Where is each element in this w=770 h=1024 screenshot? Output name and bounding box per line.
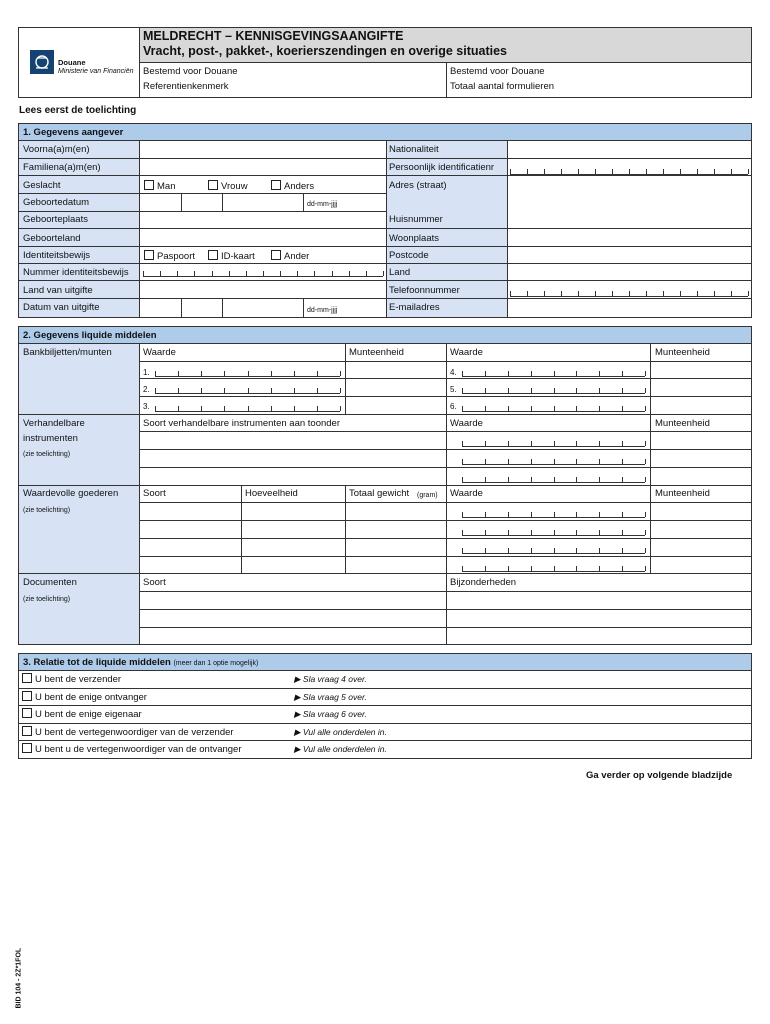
row-line [18, 228, 386, 229]
row-line [386, 263, 752, 264]
logo-line2: Ministerie van Financiën [58, 68, 134, 75]
section1-box [18, 123, 752, 318]
date-divider [222, 193, 223, 211]
label-email: E-mailadres [389, 302, 440, 313]
goods-value-field[interactable] [462, 547, 645, 554]
checkbox-relatie-4[interactable] [22, 726, 32, 736]
section3-title-note: (meer dan 1 optie mogelijk) [173, 660, 259, 667]
row-line [18, 573, 752, 574]
relatie-label-4: U bent de vertegenwoordiger van de verzender [35, 727, 234, 738]
instrument-value-field[interactable] [462, 458, 645, 465]
label-familienamen: Familiena(a)m(en) [23, 162, 101, 173]
row-num-5: 5. [450, 385, 457, 394]
relatie-note-3: ▶ Sla vraag 6 over. [294, 709, 367, 719]
label-adres: Adres (straat) [389, 180, 447, 191]
option-idkaart: ID-kaart [221, 251, 255, 262]
checkbox-ander[interactable] [271, 250, 281, 260]
option-paspoort: Paspoort [157, 251, 196, 262]
col-waarde-3: Waarde [450, 418, 483, 429]
label-geboortedatum: Geboortedatum [23, 197, 90, 208]
date-divider [222, 298, 223, 318]
label-nationaliteit: Nationaliteit [389, 144, 439, 155]
col-hoeveelheid: Hoeveelheid [245, 488, 298, 499]
row-line [386, 158, 752, 159]
label-telefoon: Telefoonnummer [389, 285, 460, 296]
label-verhandelbare: Verhandelbare [23, 418, 85, 429]
note-zie-2: (zie toelichting) [23, 507, 71, 514]
section3-title-text: 3. Relatie tot de liquide middelen [23, 657, 171, 668]
row-num-2: 2. [143, 385, 150, 394]
row-line [18, 723, 752, 724]
relatie-note-4: ▶ Vul alle onderdelen in. [294, 727, 387, 737]
label-datum-uitgifte: Datum van uitgifte [23, 302, 100, 313]
label-identificatienr: Persoonlijk identificatienr [389, 162, 495, 173]
col-waarde-4: Waarde [450, 488, 483, 499]
col-line [650, 414, 651, 485]
row-line [386, 246, 752, 247]
row-line [18, 280, 386, 281]
form-code: BID 104 - 2Z*1FOL [15, 947, 23, 1009]
note-zie-3: (zie toelichting) [23, 596, 71, 603]
row-num-4: 4. [450, 368, 457, 377]
row-num-1: 1. [143, 368, 150, 377]
label-geboorteplaats: Geboorteplaats [23, 214, 88, 225]
col-waarde-1: Waarde [143, 347, 176, 358]
relatie-label-3: U bent de enige eigenaar [35, 709, 142, 720]
next-page-note: Ga verder op volgende bladzijde [586, 770, 733, 781]
checkbox-relatie-5[interactable] [22, 743, 32, 753]
label-documenten: Documenten [23, 577, 77, 588]
col-soort-verh: Soort verhandelbare instrumenten aan toonder [143, 418, 340, 429]
date-divider [181, 298, 182, 318]
row-line [18, 175, 386, 176]
form-subtitle: Vracht, post-, pakket-, koerierszendingen en overige situaties [143, 44, 508, 58]
col-line [446, 343, 447, 645]
option-man: Man [157, 181, 176, 192]
row-line [18, 414, 752, 415]
label-bankbiljetten: Bankbiljetten/munten [23, 347, 112, 358]
header-right-line1: Bestemd voor Douane [450, 66, 545, 77]
row-line [386, 280, 752, 281]
relatie-note-5: ▶ Vul alle onderdelen in. [294, 744, 387, 754]
checkbox-relatie-1[interactable] [22, 673, 32, 683]
col-totaal-gewicht: Totaal gewicht [349, 488, 410, 499]
label-postcode: Postcode [389, 250, 429, 261]
row-line [18, 740, 752, 741]
col-bijzonderheden: Bijzonderheden [450, 577, 517, 588]
col-line [650, 485, 651, 573]
col-line [345, 485, 346, 573]
row-line [18, 705, 752, 706]
logo-line1: Douane [58, 58, 86, 67]
form-title: MELDRECHT – KENNISGEVINGSAANGIFTE [143, 29, 404, 43]
douane-logo [30, 50, 54, 74]
label-geslacht: Geslacht [23, 180, 61, 191]
label-waardevolle-goederen: Waardevolle goederen [23, 488, 119, 499]
bank-value-field[interactable] [155, 387, 340, 394]
checkbox-idkaart[interactable] [208, 250, 218, 260]
row-line [18, 688, 752, 689]
section2-title: 2. Gegevens liquide middelen [23, 330, 157, 341]
relatie-label-2: U bent de enige ontvanger [35, 692, 147, 703]
date-divider [303, 193, 304, 211]
date-hint-issue: dd-mm-jjjj [307, 307, 338, 314]
id-number-field[interactable] [143, 270, 383, 277]
row-num-3: 3. [143, 402, 150, 411]
bank-value-field[interactable] [462, 370, 645, 377]
row-line [18, 158, 386, 159]
goods-value-field[interactable] [462, 565, 645, 572]
bank-value-field[interactable] [155, 370, 340, 377]
bank-value-field[interactable] [462, 387, 645, 394]
checkbox-relatie-2[interactable] [22, 691, 32, 701]
bank-value-field[interactable] [155, 405, 340, 412]
note-zie-1: (zie toelichting) [23, 451, 71, 458]
checkbox-man[interactable] [144, 180, 154, 190]
label-geboorteland: Geboorteland [23, 233, 81, 244]
col-gram: (gram) [417, 492, 438, 499]
intro-text: Lees eerst de toelichting [19, 105, 137, 116]
col-waarde-2: Waarde [450, 347, 483, 358]
col-munteenheid-3: Munteenheid [655, 418, 710, 429]
identificatienr-field[interactable] [510, 168, 748, 175]
label-voornamen: Voorna(a)m(en) [23, 144, 90, 155]
relatie-label-1: U bent de verzender [35, 674, 122, 685]
label-land-uitgifte: Land van uitgifte [23, 285, 93, 296]
row-line [386, 228, 752, 229]
col-munteenheid-1: Munteenheid [349, 347, 404, 358]
row-line [386, 175, 752, 176]
date-divider [181, 193, 182, 211]
telefoon-field[interactable] [510, 290, 748, 297]
col-line [650, 343, 651, 414]
instrument-value-field[interactable] [462, 476, 645, 483]
checkbox-vrouw[interactable] [208, 180, 218, 190]
col-munteenheid-2: Munteenheid [655, 347, 710, 358]
header-right-line2: Totaal aantal formulieren [450, 81, 555, 92]
bank-value-field[interactable] [462, 405, 645, 412]
relatie-note-2: ▶ Sla vraag 5 over. [294, 692, 367, 702]
row-line [18, 193, 386, 194]
date-divider [303, 298, 304, 318]
row-line [18, 298, 386, 299]
label-land: Land [389, 267, 411, 278]
col-line [345, 343, 346, 414]
instrument-value-field[interactable] [462, 440, 645, 447]
option-ander: Ander [284, 251, 310, 262]
section1-title: 1. Gegevens aangever [23, 127, 124, 138]
row-line [18, 485, 752, 486]
option-anders: Anders [284, 181, 315, 192]
col-soort-doc: Soort [143, 577, 166, 588]
label-nummer-id: Nummer identiteitsbewijs [23, 267, 129, 278]
checkbox-paspoort[interactable] [144, 250, 154, 260]
date-hint-birth: dd-mm-jjjj [307, 201, 338, 208]
relatie-label-5: U bent u de vertegenwoordiger van de ontvanger [35, 744, 242, 755]
label-instrumenten: instrumenten [23, 433, 78, 444]
row-line [18, 263, 386, 264]
relatie-note-1: ▶ Sla vraag 4 over. [294, 674, 367, 684]
checkbox-anders[interactable] [271, 180, 281, 190]
col-soort-goods: Soort [143, 488, 166, 499]
col-munteenheid-4: Munteenheid [655, 488, 710, 499]
header-left-line1: Bestemd voor Douane [143, 66, 238, 77]
col-line [241, 485, 242, 573]
label-identiteitsbewijs: Identiteitsbewijs [23, 250, 91, 261]
row-line [18, 246, 386, 247]
label-woonplaats: Woonplaats [389, 233, 439, 244]
goods-value-field[interactable] [462, 511, 645, 518]
row-line [386, 298, 752, 299]
option-vrouw: Vrouw [221, 181, 248, 192]
header-left-line2: Referentienkenmerk [143, 81, 229, 92]
row-line [18, 211, 386, 212]
label-huisnummer: Huisnummer [389, 214, 443, 225]
row-num-6: 6. [450, 402, 457, 411]
goods-value-field[interactable] [462, 529, 645, 536]
checkbox-relatie-3[interactable] [22, 708, 32, 718]
